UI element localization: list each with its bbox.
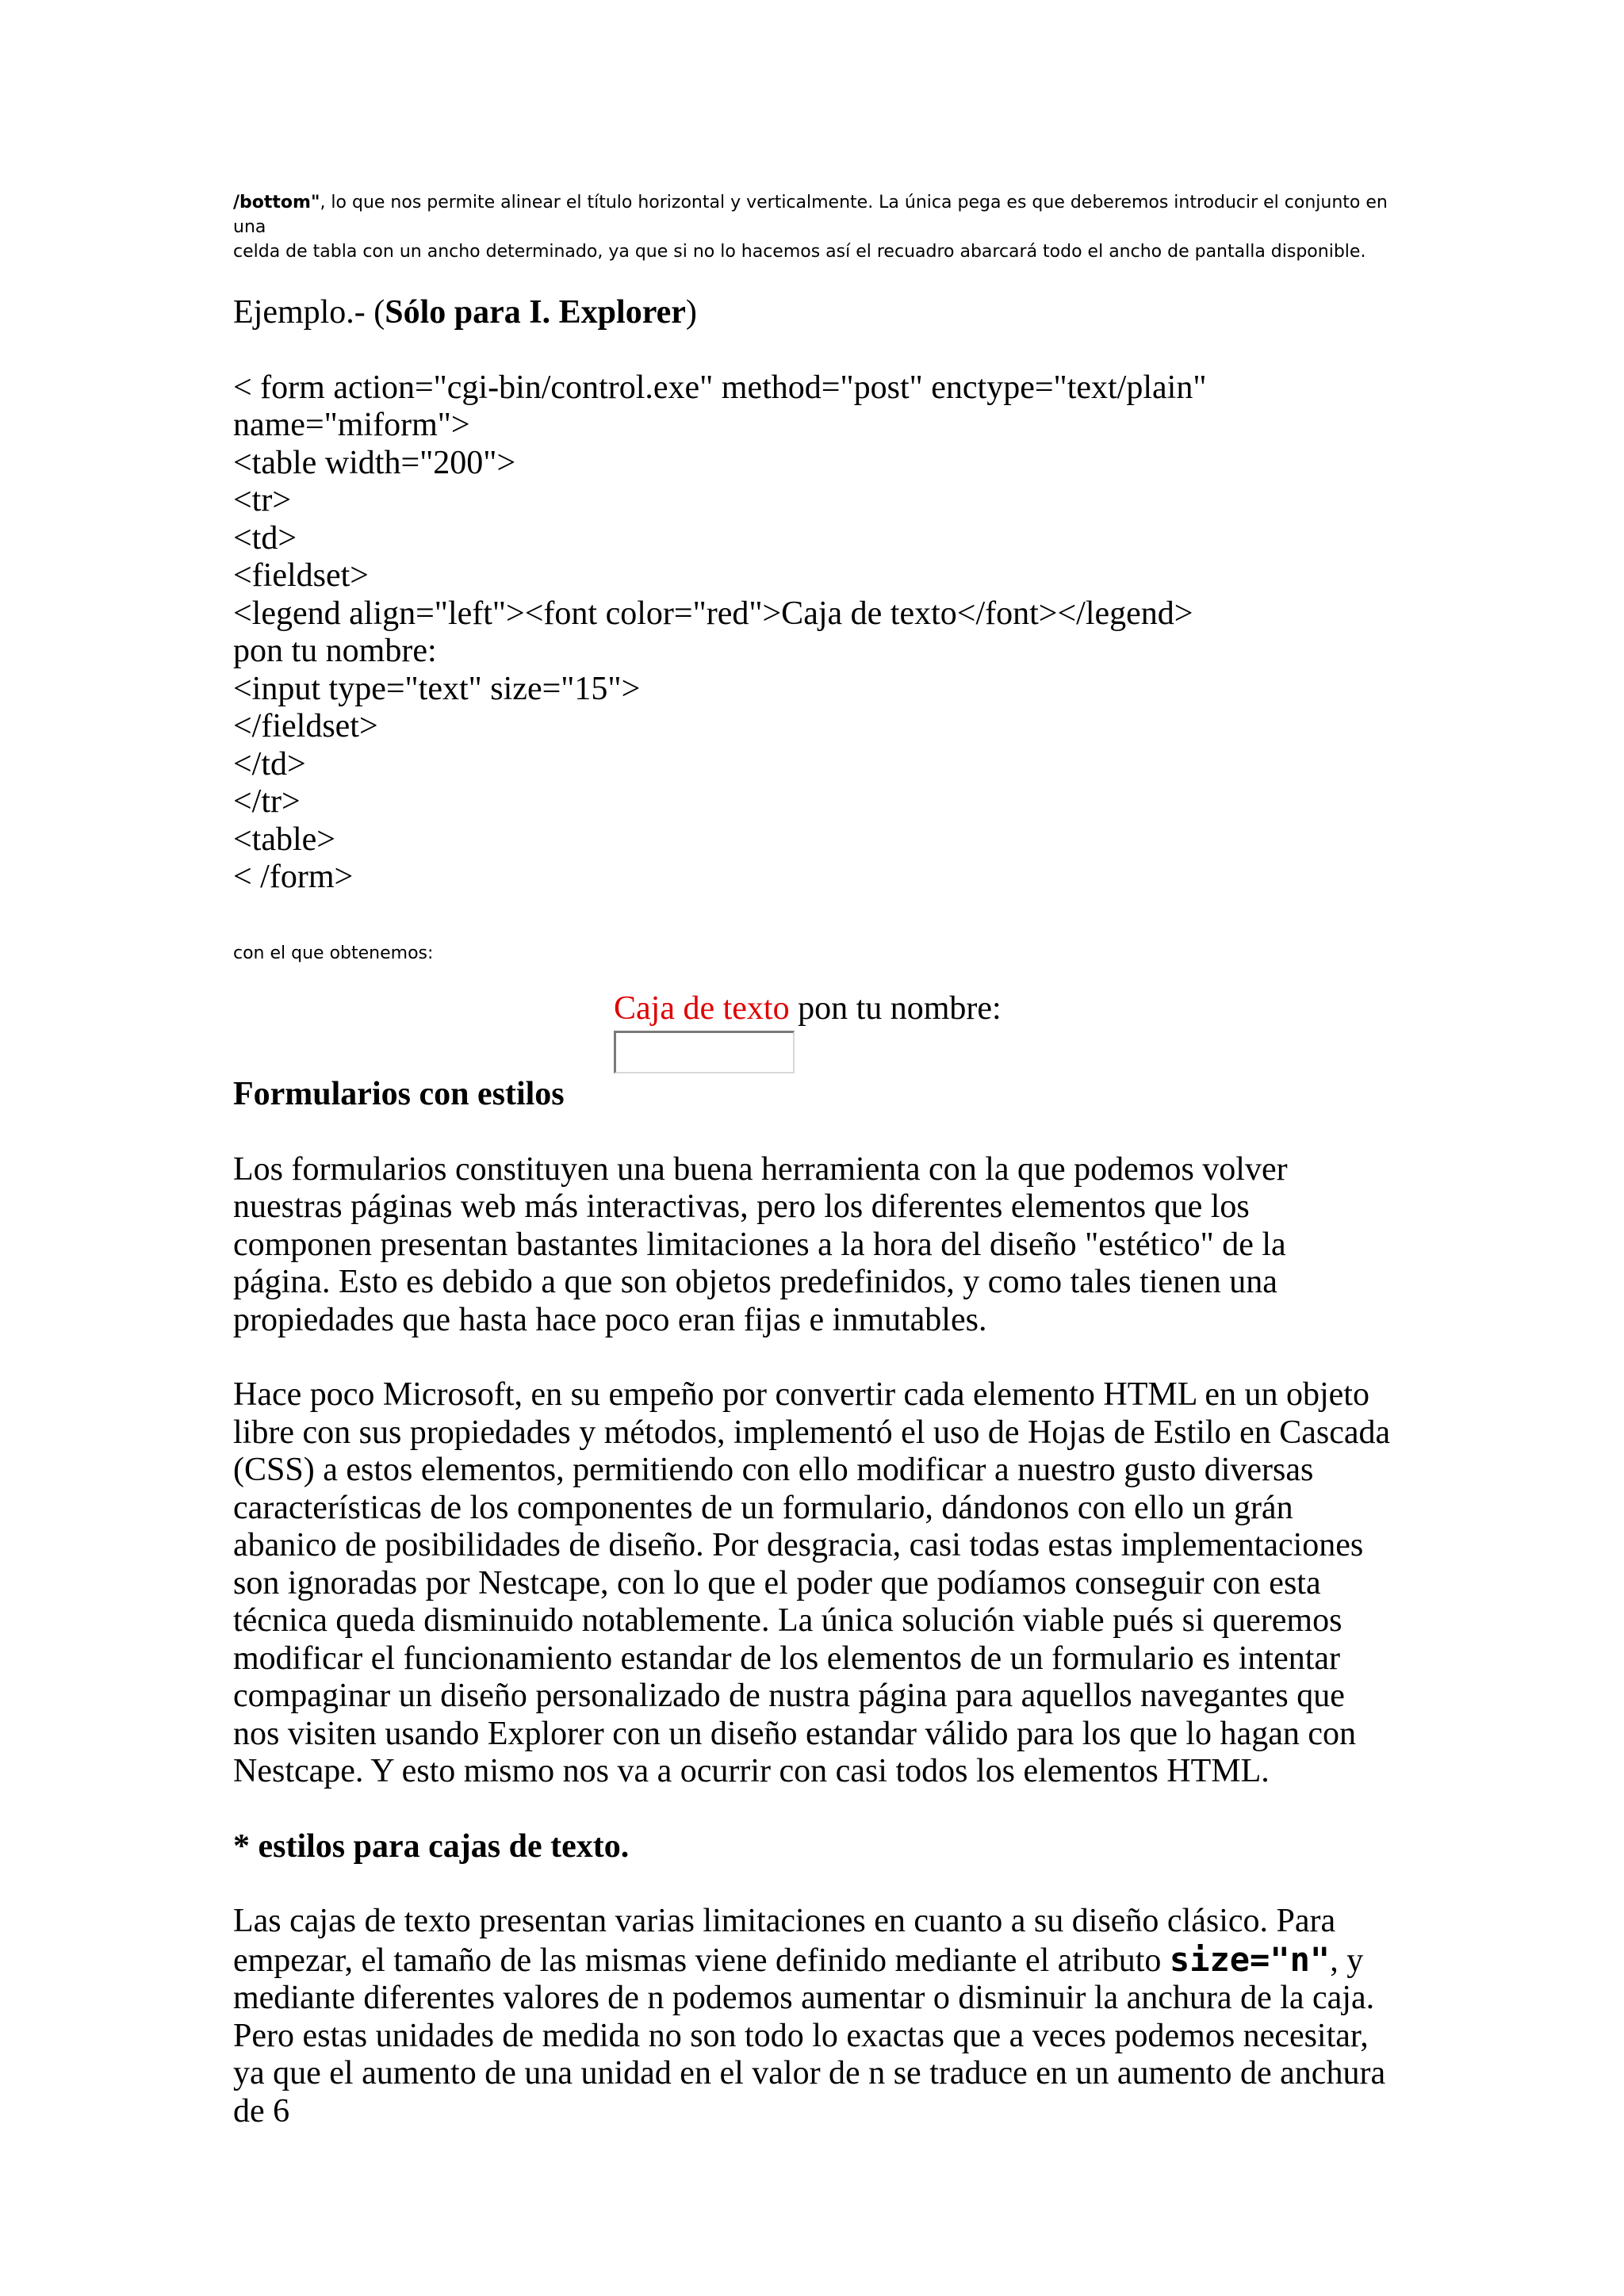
result-caption: con el que obtenemos: [233, 943, 434, 963]
fieldset-demo [233, 990, 1391, 1074]
name-input[interactable] [614, 1031, 795, 1073]
intro-bold-code: /bottom" [233, 193, 320, 212]
code-line: <tr> [233, 482, 292, 519]
code-line: </td> [233, 745, 306, 783]
code-line: </tr> [233, 783, 301, 820]
paragraph: Las cajas de texto presentan varias limitaciones en cuanto a su diseño clásico. Para empezar, el tamaño de las mismas viene definido mediante el atributo size="n", y mediante diferentes valores de n podemos aumentar o disminuir la anchura de la caja. Pero estas unidades de medida no son todo lo exactas que a veces podemos necesitar, ya que el aumento de una unidad en el valor de n se traduce en un aumento de anchura de 6 [233, 1903, 1386, 2130]
paragraph: Hace poco Microsoft, en su empeño por convertir cada elemento HTML en un objeto libre con sus propiedades y métodos, implementó el uso de Hojas de Estilo en Cascada (CSS) a estos elementos, permitiendo con ello modificar a nuestro gusto diversas características de los componentes de un formulario, dándonos con ello un grán abanico de posibilidades de diseño. Por desgracia, casi todas estas implementaciones son ignoradas por Nestcape, con lo que el poder que podíamos conseguir con esta técnica queda disminuido notablemente. La única solución viable pués si queremos modificar el funcionamiento estandar de los elementos de un formulario es intentar compaginar un diseño personalizado de nustra página para aquellos navegantes que nos visiten usando Explorer con un diseño estandar válido para los que lo hagan con Nestcape. Y esto mismo nos va a ocurrir con casi todos los elementos HTML. [233, 1376, 1391, 1789]
code-line: < /form> [233, 859, 354, 895]
code-line: <td> [233, 519, 297, 557]
intro-paragraph [233, 190, 1391, 264]
code-line: name="miform"> [233, 407, 470, 443]
code-block [233, 369, 1391, 897]
fieldset-label: pon tu nombre: [789, 989, 1002, 1027]
code-line: <table width="200"> [233, 444, 516, 481]
code-line: < form action="cgi-bin/control.exe" method="post" enctype="text/plain" [233, 369, 1207, 406]
code-line: <fieldset> [233, 557, 369, 594]
inline-code: size="n" [1169, 1939, 1331, 1979]
section-heading-formularios: Formularios con estilos [233, 1076, 565, 1112]
code-line: pon tu nombre: [233, 633, 437, 669]
code-line: <legend align="left"><font color="red">Caja de texto</font></legend> [233, 595, 1193, 632]
document-page [233, 190, 1391, 2130]
code-line: <table> [233, 821, 335, 858]
intro-line1: , lo que nos permite alinear el título horizontal y verticalmente. La única pega es que deberemos introducir el conjunto en una [233, 193, 1388, 237]
fieldset-legend: Caja de texto [614, 989, 790, 1027]
intro-line2: celda de tabla con un ancho determinado, ya que si no lo hacemos así el recuadro abarcará todo el ancho de pantalla disponible. [233, 242, 1366, 262]
example-label-bold: Sólo para I. Explorer [385, 294, 686, 331]
example-label: Ejemplo.- (Sólo para I. Explorer) [233, 294, 697, 331]
section-heading-cajas: * estilos para cajas de texto. [233, 1827, 630, 1865]
code-line: <input type="text" size="15"> [233, 670, 641, 707]
paragraph: Los formularios constituyen una buena herramienta con la que podemos volver nuestras páginas web más interactivas, pero los diferentes elementos que los componen presentan bastantes limitaciones a la hora del diseño "estético" de la página. Esto es debido a que son objetos predefinidos, y como tales tienen una propiedades que hasta hace poco eran fijas e inmutables. [233, 1150, 1288, 1338]
code-line: </fieldset> [233, 708, 378, 744]
